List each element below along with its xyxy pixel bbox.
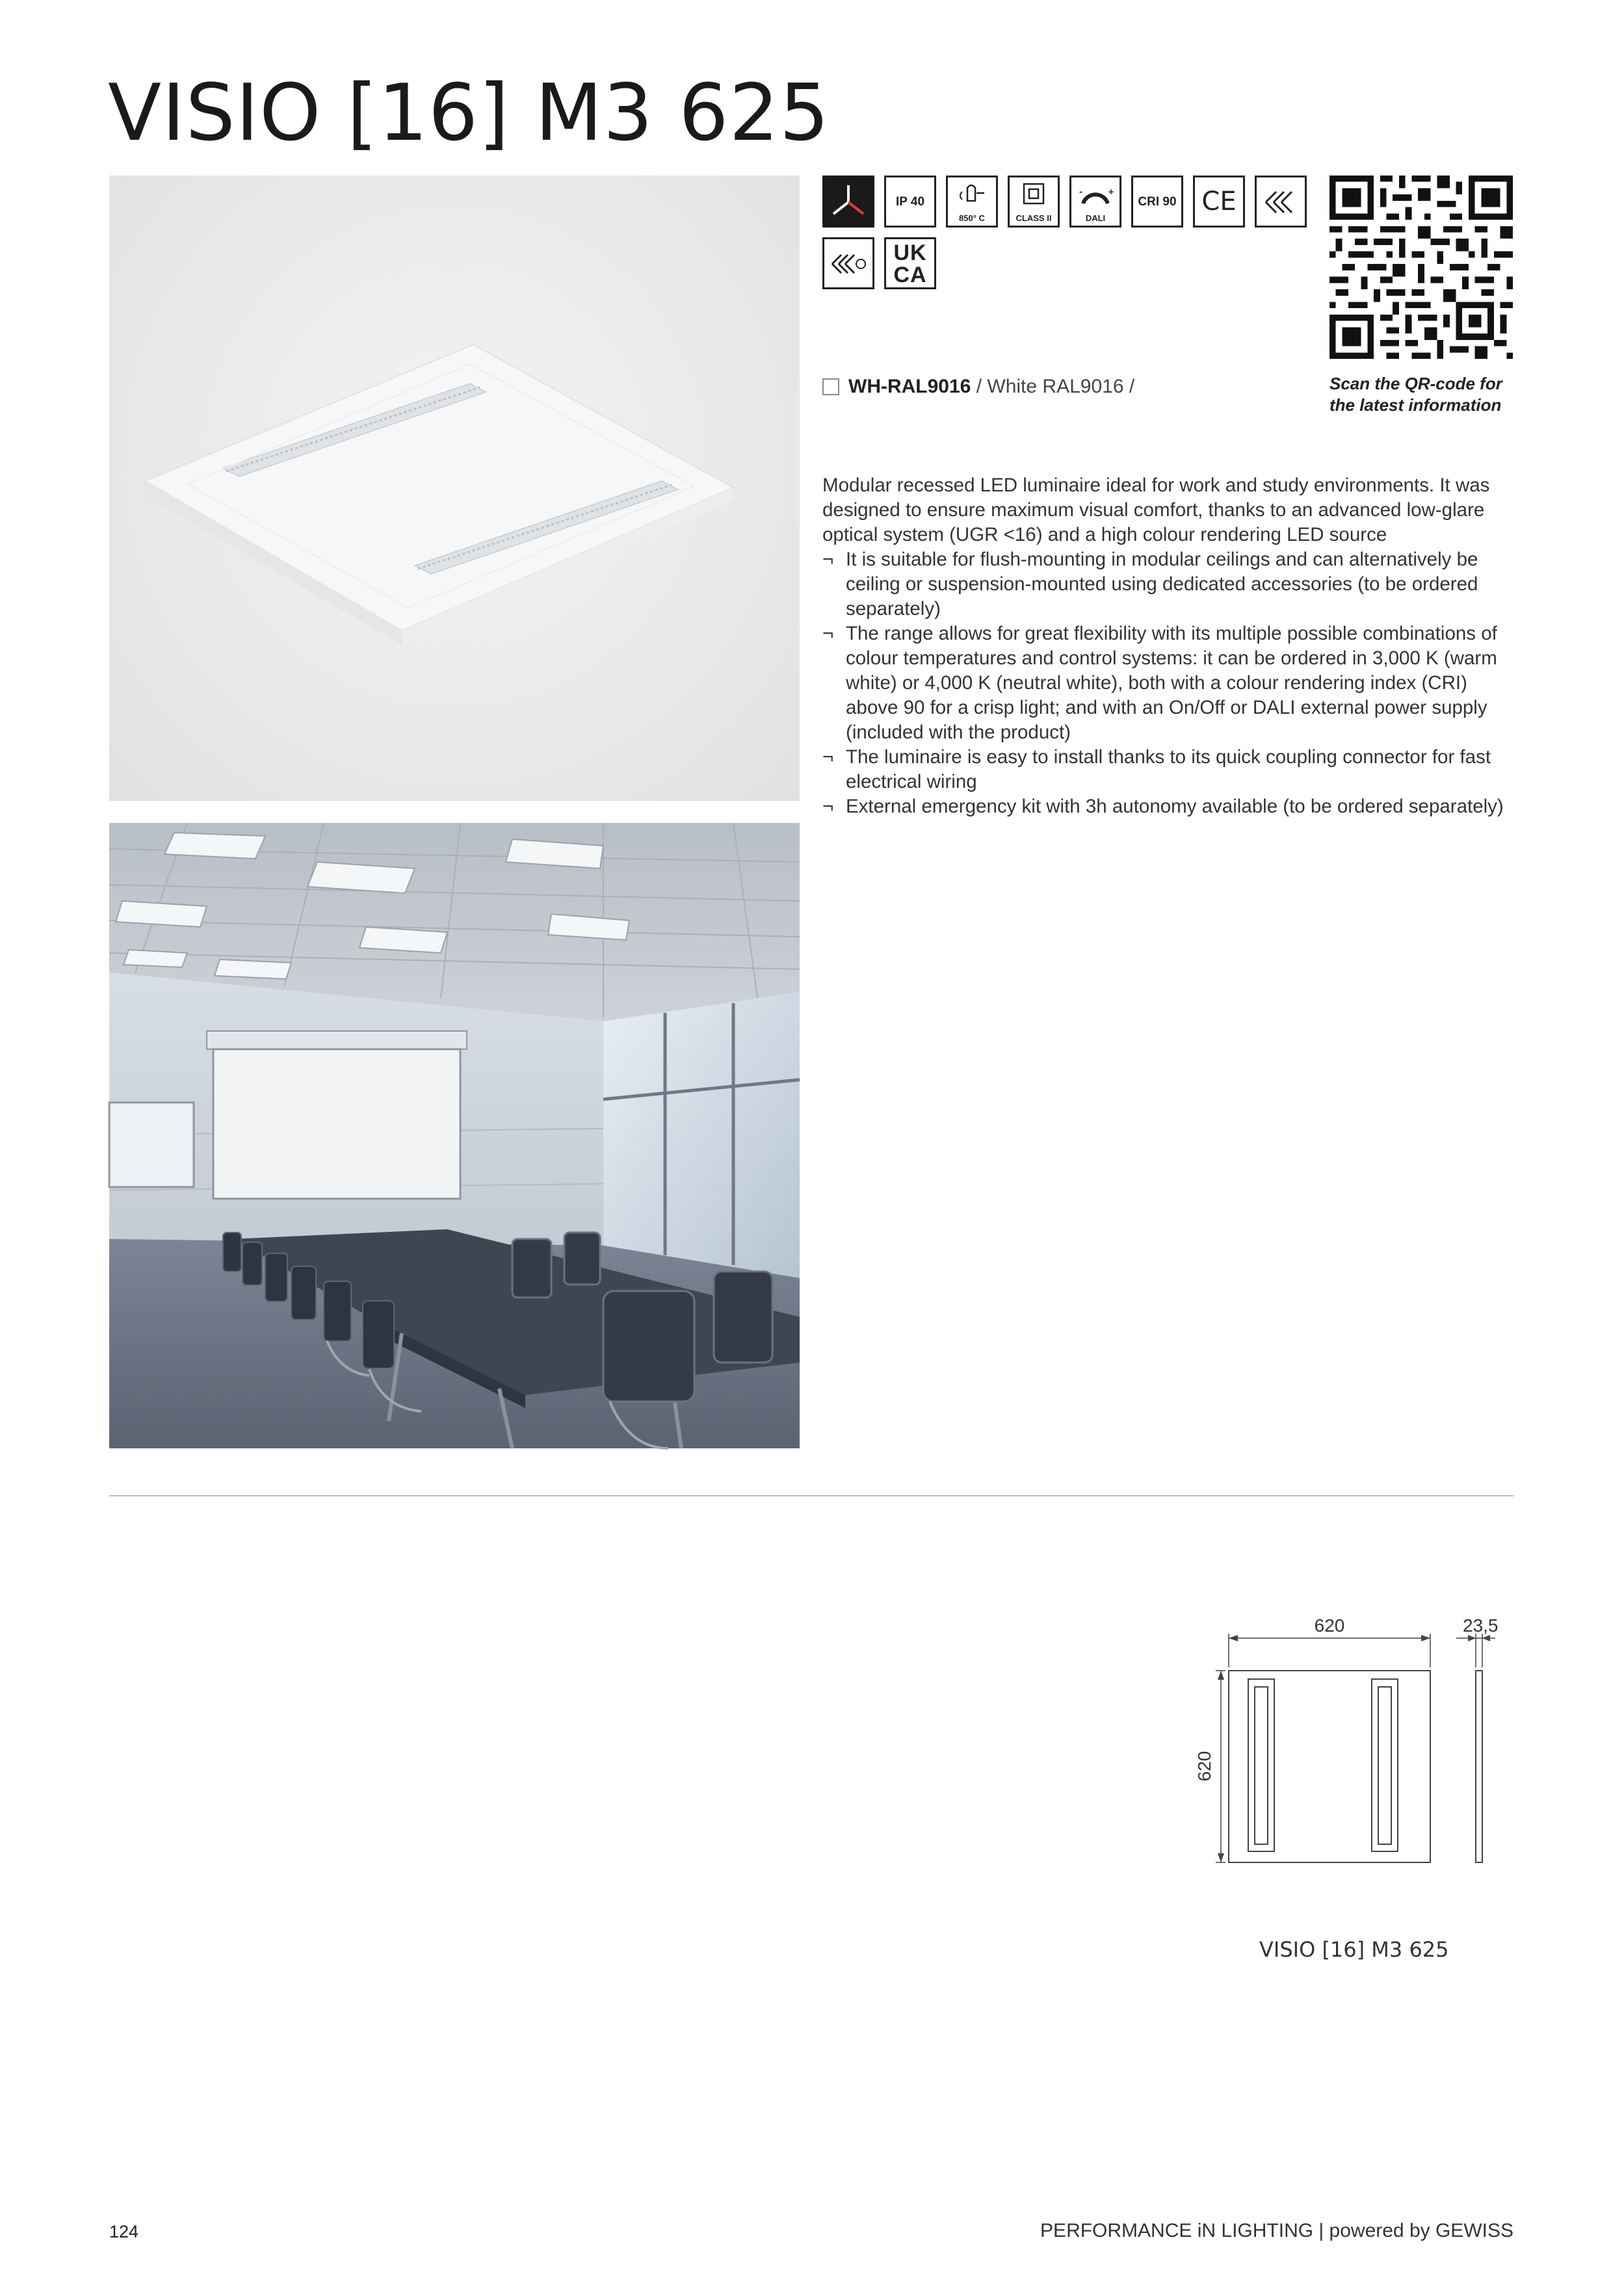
footer-brand: PERFORMANCE iN LIGHTING | powered by GEWISS xyxy=(1040,2220,1513,2241)
glow-wire-icon: 850° C xyxy=(946,176,998,228)
ip-rating-icon: IP 40 xyxy=(884,176,936,228)
eac-mark-icon xyxy=(1255,176,1307,228)
class-ii-icon: CLASS II xyxy=(1008,176,1060,228)
feature-item: ¬ It is suitable for flush-mounting in modular ceilings and can alternatively be ceiling or suspension-mounted using dedicated accessories (to be ordered separately) xyxy=(822,549,1478,620)
svg-text:+: + xyxy=(1108,187,1115,196)
ce-mark-icon: CE xyxy=(1193,176,1245,228)
mounting-icon xyxy=(822,176,874,228)
ukca-mark-icon: UK CA xyxy=(884,237,936,289)
depth-label: 23,5 xyxy=(1463,1615,1499,1636)
product-photo xyxy=(109,176,800,801)
svg-text:-: - xyxy=(1079,187,1082,196)
qr-caption: Scan the QR-code for the latest information xyxy=(1329,374,1502,415)
page-number: 124 xyxy=(109,2222,139,2241)
width-label: 620 xyxy=(1314,1615,1345,1636)
eac-class-icon xyxy=(822,237,874,289)
feature-item: ¬ The luminaire is easy to install thanks to its quick coupling connector for fast electrical wiring xyxy=(822,746,1491,792)
product-description xyxy=(822,473,1515,819)
drawing-caption: VISIO [16] M3 625 xyxy=(1259,1937,1449,1962)
height-label: 620 xyxy=(1194,1751,1214,1782)
feature-item: ¬ External emergency kit with 3h autonomy available (to be ordered separately) xyxy=(822,796,1504,817)
cri-icon: CRI 90 xyxy=(1131,176,1183,228)
page-title: VISIO [16] M3 625 xyxy=(108,68,830,159)
qr-code[interactable] xyxy=(1329,176,1513,359)
application-photo xyxy=(109,823,800,1448)
dimension-drawing xyxy=(1194,1615,1499,1882)
description-intro: Modular recessed LED luminaire ideal for work and study environments. It was designed to ensure maximum visual comfort, thanks to an advanced low-glare optical system (UGR <16) and a high colour rendering LED source xyxy=(822,475,1490,545)
feature-item: ¬ The range allows for great flexibility with its multiple possible combinations of colour temperatures and control systems: it can be ordered in 3,000 K (warm white) or 4,000 K (neutral white), both with a colour rendering index (CRI) above 90 for a crisp light; and with an On/Off or DALI external power supply (included with the product) xyxy=(822,623,1497,743)
variant-code: WH-RAL9016 xyxy=(848,376,971,397)
feature-list xyxy=(822,547,1515,819)
variant-checkbox[interactable] xyxy=(822,378,839,395)
section-divider xyxy=(109,1495,1513,1496)
dali-icon: - + DALI xyxy=(1069,176,1121,228)
finish-variant xyxy=(822,376,1134,398)
variant-name: / White RAL9016 / xyxy=(971,376,1135,397)
certification-icons xyxy=(822,176,1316,286)
